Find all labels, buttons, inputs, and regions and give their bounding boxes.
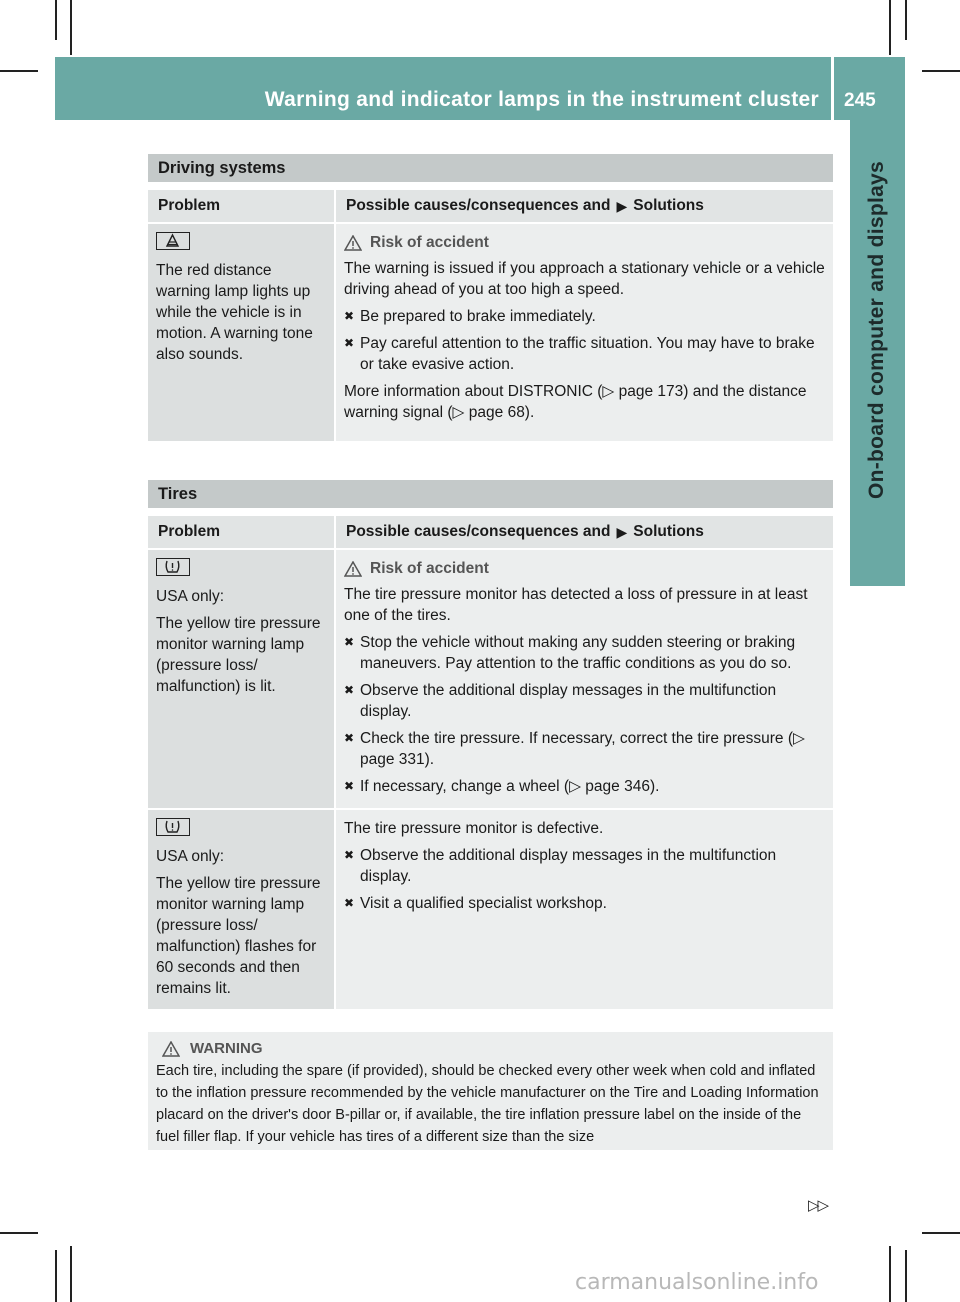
solution-intro: The tire pressure monitor has detected a loss of pressure in at least one of the tires. [344, 586, 808, 624]
list-item-text: Check the tire pressure. If necessary, correct the tire pressure (▷ page 331). [360, 730, 805, 768]
bullet-arrow-icon: ✖ [344, 336, 355, 350]
list-item-text: Stop the vehicle without making any sudden steering or braking maneuvers. Pay attention to the traffic conditions as you do so. [360, 634, 796, 672]
risk-label [344, 232, 825, 253]
solution-cell [336, 224, 833, 441]
column-header-solutions [336, 190, 833, 222]
arrow-right-icon: ▶ [616, 197, 628, 214]
solution-cell [336, 810, 833, 1009]
section-title-driving-systems [148, 154, 833, 182]
crop-mark [0, 1232, 38, 1234]
solution-intro: The tire pressure monitor is defective. [344, 820, 604, 837]
list-item [344, 333, 825, 375]
solution-intro: The warning is issued if you approach a stationary vehicle or a vehicle driving ahead of you at too high a speed. [344, 260, 825, 298]
page-header [55, 57, 905, 120]
problem-text: The yellow tire pressure monitor warning lamp (pressure loss/ malfunction) flashes for 60 seconds and then remains lit. [156, 875, 321, 997]
column-header-label: Possible causes/consequences and [346, 523, 611, 540]
column-header-label: Solutions [633, 523, 704, 540]
list-item-text: Be prepared to brake immediately. [360, 308, 596, 325]
list-item-text: If necessary, change a wheel (▷ page 346). [360, 778, 660, 795]
page-number: 245 [844, 90, 876, 111]
crop-mark [922, 1232, 960, 1234]
crop-mark [70, 0, 72, 55]
list-item [344, 728, 825, 770]
reference-note: More information about DISTRONIC (▷ page 173) and the distance warning signal (▷ page 68). [344, 383, 807, 421]
list-item [344, 845, 825, 887]
crop-mark [0, 70, 38, 72]
bullet-arrow-icon: ✖ [344, 683, 355, 697]
section-title-tires [148, 480, 833, 508]
tire-pressure-lamp-icon [156, 558, 190, 576]
solution-cell [336, 550, 833, 808]
continue-icon: ▷▷ [808, 1197, 828, 1214]
tire-pressure-lamp-icon [156, 818, 190, 836]
crop-mark [55, 1250, 57, 1302]
bullet-arrow-icon: ✖ [344, 779, 355, 793]
warning-triangle-icon [344, 561, 362, 577]
list-item [344, 306, 825, 327]
column-header-label: Possible causes/consequences and [346, 197, 611, 214]
bullet-arrow-icon: ✖ [344, 731, 355, 745]
section-title: Driving systems [158, 158, 286, 177]
problem-region: USA only: [156, 588, 225, 605]
crop-mark [889, 1246, 891, 1302]
list-item-text: Visit a qualified specialist workshop. [360, 895, 607, 912]
problem-cell [148, 224, 334, 441]
column-header-problem [148, 190, 334, 222]
risk-text: Risk of accident [370, 560, 489, 577]
column-header-label: Problem [158, 197, 221, 214]
chapter-marker [850, 540, 905, 586]
distance-warning-lamp-icon [156, 232, 190, 250]
list-item [344, 680, 825, 722]
section-title: Tires [158, 484, 198, 503]
crop-mark [70, 1246, 72, 1302]
problem-cell [148, 550, 334, 808]
warning-triangle-icon [162, 1041, 180, 1057]
crop-mark [905, 0, 907, 40]
crop-mark [55, 0, 57, 40]
warning-heading [162, 1038, 825, 1060]
list-item-text: Observe the additional display messages in the multifunction display. [360, 847, 777, 885]
list-item [344, 776, 825, 797]
bullet-arrow-icon: ✖ [344, 635, 355, 649]
problem-text: The yellow tire pressure monitor warning lamp (pressure loss/ malfunction) is lit. [156, 615, 321, 695]
problem-text: The red distance warning lamp lights up while the vehicle is in motion. A warning tone also sounds. [156, 262, 313, 363]
page-title: Warning and indicator lamps in the instrument cluster [264, 88, 819, 111]
warning-text: Each tire, including the spare (if provided), should be checked every other week when cold and inflated to the inflation pressure recommended by the vehicle manufacturer on the Tire and Loading Information placard on the driver's door B-pillar or, if available, the tire inflation pressure label on the inside of the fuel filler flap. If your vehicle has tires of a different size than the size [156, 1063, 819, 1145]
watermark: carmanualsonline.info [575, 1270, 819, 1295]
problem-region: USA only: [156, 848, 225, 865]
list-item-text: Observe the additional display messages in the multifunction display. [360, 682, 777, 720]
risk-text: Risk of accident [370, 234, 489, 251]
list-item-text: Pay careful attention to the traffic situation. You may have to brake or take evasive action. [360, 335, 815, 373]
crop-mark [905, 1250, 907, 1302]
crop-mark [922, 70, 960, 72]
chapter-tab-label-wrap [850, 120, 905, 540]
warning-title: WARNING [190, 1040, 263, 1057]
column-header-label: Solutions [633, 197, 704, 214]
column-header-problem [148, 516, 334, 548]
risk-label [344, 558, 825, 579]
bullet-arrow-icon: ✖ [344, 309, 355, 323]
list-item [344, 893, 825, 914]
warning-box [148, 1032, 833, 1150]
bullet-arrow-icon: ✖ [344, 896, 355, 910]
arrow-right-icon: ▶ [616, 523, 628, 540]
warning-triangle-icon [344, 235, 362, 251]
problem-cell [148, 810, 334, 1009]
column-header-label: Problem [158, 523, 221, 540]
bullet-arrow-icon: ✖ [344, 848, 355, 862]
column-header-solutions [336, 516, 833, 548]
chapter-tab-label: On-board computer and displays [865, 160, 889, 500]
crop-mark [889, 0, 891, 55]
list-item [344, 632, 825, 674]
